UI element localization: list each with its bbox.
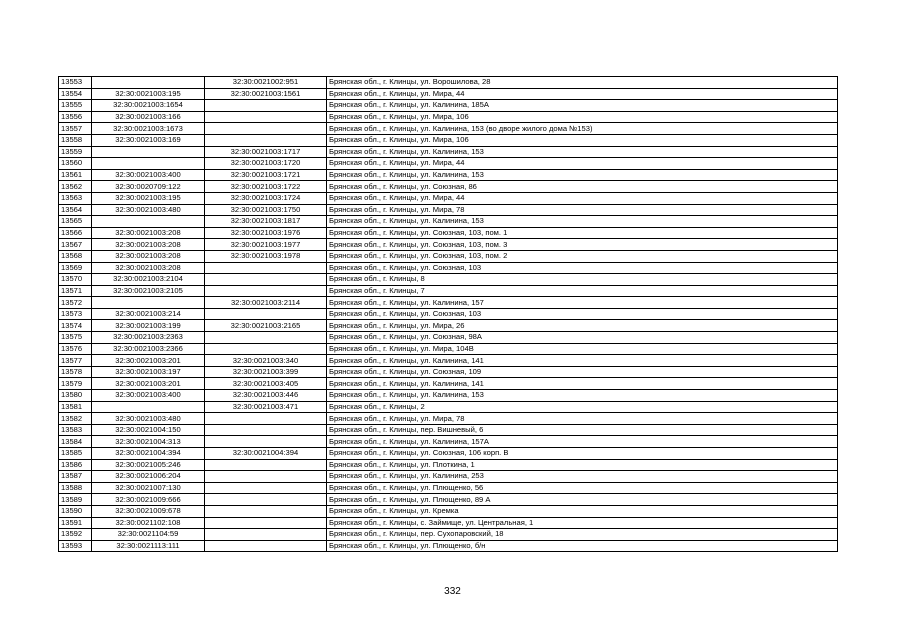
address-cell: Брянская обл., г. Клинцы, ул. Союзная, 103 [327,308,838,320]
row-number-cell: 13591 [59,517,92,529]
building-cadastral-number-cell [205,459,327,471]
cadastral-number-cell: 32:30:0021003:214 [92,308,205,320]
address-cell: Брянская обл., г. Клинцы, ул. Союзная, 103, пом. 3 [327,239,838,251]
address-cell: Брянская обл., г. Клинцы, пер. Вишневый, 6 [327,424,838,436]
row-number-cell: 13592 [59,529,92,541]
building-cadastral-number-cell [205,262,327,274]
row-number-cell: 13578 [59,366,92,378]
address-cell: Брянская обл., г. Клинцы, ул. Калинина, 153 [327,146,838,158]
cadastral-number-cell: 32:30:0021113:111 [92,540,205,552]
table-row [59,146,838,158]
row-number-cell: 13593 [59,540,92,552]
address-cell: Брянская обл., г. Клинцы, ул. Союзная, 106 корп. В [327,448,838,460]
row-number-cell: 13565 [59,216,92,228]
address-cell: Брянская обл., г. Клинцы, 7 [327,285,838,297]
building-cadastral-number-cell [205,100,327,112]
table-row [59,111,838,123]
building-cadastral-number-cell [205,494,327,506]
address-cell: Брянская обл., г. Клинцы, 8 [327,274,838,286]
row-number-cell: 13561 [59,169,92,181]
building-cadastral-number-cell: 32:30:0021003:1978 [205,250,327,262]
row-number-cell: 13569 [59,262,92,274]
table-row [59,123,838,135]
address-cell: Брянская обл., г. Клинцы, ул. Плоткина, 1 [327,459,838,471]
cadastral-number-cell: 32:30:0021003:1673 [92,123,205,135]
building-cadastral-number-cell: 32:30:0021003:1977 [205,239,327,251]
cadastral-number-cell: 32:30:0021003:2104 [92,274,205,286]
cadastral-number-cell: 32:30:0021003:201 [92,355,205,367]
table-row [59,505,838,517]
cadastral-number-cell: 32:30:0021009:666 [92,494,205,506]
address-cell: Брянская обл., г. Клинцы, ул. Плющенко, 89 А [327,494,838,506]
cadastral-number-cell: 32:30:0021102:108 [92,517,205,529]
row-number-cell: 13555 [59,100,92,112]
building-cadastral-number-cell [205,505,327,517]
row-number-cell: 13575 [59,332,92,344]
building-cadastral-number-cell [205,517,327,529]
building-cadastral-number-cell [205,123,327,135]
cadastral-number-cell: 32:30:0021003:480 [92,204,205,216]
cadastral-number-cell: 32:30:0021004:150 [92,424,205,436]
table-row [59,320,838,332]
address-cell: Брянская обл., г. Клинцы, с. Займище, ул. Центральная, 1 [327,517,838,529]
row-number-cell: 13582 [59,413,92,425]
address-cell: Брянская обл., г. Клинцы, ул. Союзная, 86 [327,181,838,193]
address-cell: Брянская обл., г. Клинцы, ул. Калинина, 157 [327,297,838,309]
row-number-cell: 13584 [59,436,92,448]
address-cell: Брянская обл., г. Клинцы, ул. Калинина, 153 [327,390,838,402]
building-cadastral-number-cell: 32:30:0021003:1724 [205,192,327,204]
address-cell: Брянская обл., г. Клинцы, ул. Мира, 106 [327,134,838,146]
cadastral-number-cell [92,297,205,309]
table-row [59,482,838,494]
row-number-cell: 13562 [59,181,92,193]
row-number-cell: 13587 [59,471,92,483]
address-cell: Брянская обл., г. Клинцы, ул. Калинина, 141 [327,355,838,367]
row-number-cell: 13560 [59,158,92,170]
building-cadastral-number-cell: 32:30:0021003:340 [205,355,327,367]
cadastral-number-cell: 32:30:0021003:480 [92,413,205,425]
table-row [59,250,838,262]
building-cadastral-number-cell [205,471,327,483]
address-cell: Брянская обл., г. Клинцы, 2 [327,401,838,413]
row-number-cell: 13568 [59,250,92,262]
address-cell: Брянская обл., г. Клинцы, ул. Союзная, 109 [327,366,838,378]
cadastral-number-cell: 32:30:0021003:169 [92,134,205,146]
cadastral-number-cell: 32:30:0021003:208 [92,250,205,262]
table-row [59,540,838,552]
table-row [59,529,838,541]
registry-table [58,76,838,552]
table-row [59,401,838,413]
cadastral-number-cell: 32:30:0021005:246 [92,459,205,471]
building-cadastral-number-cell [205,424,327,436]
table-row [59,216,838,228]
row-number-cell: 13580 [59,390,92,402]
cadastral-number-cell [92,158,205,170]
building-cadastral-number-cell: 32:30:0021003:1717 [205,146,327,158]
building-cadastral-number-cell [205,413,327,425]
address-cell: Брянская обл., г. Клинцы, ул. Мира, 44 [327,88,838,100]
table-row [59,158,838,170]
address-cell: Брянская обл., г. Клинцы, ул. Мира, 104В [327,343,838,355]
cadastral-number-cell: 32:30:0021003:2105 [92,285,205,297]
cadastral-number-cell: 32:30:0020709:122 [92,181,205,193]
building-cadastral-number-cell [205,436,327,448]
row-number-cell: 13571 [59,285,92,297]
building-cadastral-number-cell [205,111,327,123]
address-cell: Брянская обл., г. Клинцы, ул. Союзная, 98А [327,332,838,344]
cadastral-number-cell: 32:30:0021003:195 [92,192,205,204]
building-cadastral-number-cell [205,134,327,146]
cadastral-number-cell: 32:30:0021003:2366 [92,343,205,355]
building-cadastral-number-cell: 32:30:0021003:1817 [205,216,327,228]
row-number-cell: 13588 [59,482,92,494]
address-cell: Брянская обл., г. Клинцы, ул. Ворошилова, 28 [327,77,838,89]
row-number-cell: 13570 [59,274,92,286]
cadastral-number-cell [92,216,205,228]
cadastral-number-cell: 32:30:0021004:394 [92,448,205,460]
table-row [59,355,838,367]
building-cadastral-number-cell: 32:30:0021003:405 [205,378,327,390]
address-cell: Брянская обл., г. Клинцы, ул. Плющенко, 56 [327,482,838,494]
address-cell: Брянская обл., г. Клинцы, ул. Союзная, 103 [327,262,838,274]
building-cadastral-number-cell: 32:30:0021003:1750 [205,204,327,216]
registry-table-body [59,77,838,552]
building-cadastral-number-cell [205,529,327,541]
address-cell: Брянская обл., г. Клинцы, ул. Калинина, 153 [327,216,838,228]
address-cell: Брянская обл., г. Клинцы, ул. Калинина, 253 [327,471,838,483]
table-row [59,390,838,402]
building-cadastral-number-cell: 32:30:0021003:1721 [205,169,327,181]
row-number-cell: 13557 [59,123,92,135]
table-row [59,297,838,309]
table-row [59,262,838,274]
address-cell: Брянская обл., г. Клинцы, ул. Мира, 44 [327,158,838,170]
cadastral-number-cell: 32:30:0021003:1654 [92,100,205,112]
cadastral-number-cell: 32:30:0021003:400 [92,169,205,181]
cadastral-number-cell: 32:30:0021003:195 [92,88,205,100]
cadastral-number-cell: 32:30:0021003:208 [92,227,205,239]
cadastral-number-cell [92,401,205,413]
row-number-cell: 13583 [59,424,92,436]
cadastral-number-cell [92,146,205,158]
row-number-cell: 13566 [59,227,92,239]
cadastral-number-cell: 32:30:0021009:678 [92,505,205,517]
address-cell: Брянская обл., г. Клинцы, ул. Мира, 78 [327,413,838,425]
table-row [59,239,838,251]
table-row [59,204,838,216]
address-cell: Брянская обл., г. Клинцы, ул. Калинина, 185А [327,100,838,112]
cadastral-number-cell: 32:30:0021003:2363 [92,332,205,344]
table-row [59,332,838,344]
table-row [59,378,838,390]
table-row [59,134,838,146]
address-cell: Брянская обл., г. Клинцы, ул. Кремка [327,505,838,517]
address-cell: Брянская обл., г. Клинцы, ул. Калинина, 153 [327,169,838,181]
row-number-cell: 13576 [59,343,92,355]
table-row [59,274,838,286]
row-number-cell: 13579 [59,378,92,390]
cadastral-number-cell: 32:30:0021003:166 [92,111,205,123]
row-number-cell: 13554 [59,88,92,100]
table-row [59,343,838,355]
row-number-cell: 13556 [59,111,92,123]
table-row [59,100,838,112]
building-cadastral-number-cell: 32:30:0021003:1561 [205,88,327,100]
address-cell: Брянская обл., г. Клинцы, ул. Мира, 26 [327,320,838,332]
cadastral-number-cell: 32:30:0021003:197 [92,366,205,378]
cadastral-number-cell: 32:30:0021003:208 [92,262,205,274]
table-row [59,227,838,239]
building-cadastral-number-cell: 32:30:0021002:951 [205,77,327,89]
address-cell: Брянская обл., г. Клинцы, ул. Плющенко, б/н [327,540,838,552]
address-cell: Брянская обл., г. Клинцы, ул. Мира, 106 [327,111,838,123]
address-cell: Брянская обл., г. Клинцы, ул. Союзная, 103, пом. 1 [327,227,838,239]
building-cadastral-number-cell [205,285,327,297]
table-row [59,88,838,100]
building-cadastral-number-cell [205,274,327,286]
address-cell: Брянская обл., г. Клинцы, пер. Сухопаровский, 18 [327,529,838,541]
table-row [59,459,838,471]
address-cell: Брянская обл., г. Клинцы, ул. Мира, 44 [327,192,838,204]
cadastral-number-cell: 32:30:0021104:59 [92,529,205,541]
page-number: 332 [444,586,461,597]
row-number-cell: 13589 [59,494,92,506]
row-number-cell: 13590 [59,505,92,517]
cadastral-number-cell [92,77,205,89]
building-cadastral-number-cell: 32:30:0021003:446 [205,390,327,402]
table-row [59,424,838,436]
row-number-cell: 13573 [59,308,92,320]
building-cadastral-number-cell: 32:30:0021003:471 [205,401,327,413]
cadastral-number-cell: 32:30:0021003:199 [92,320,205,332]
address-cell: Брянская обл., г. Клинцы, ул. Калинина, 153 (во дворе жилого дома №153) [327,123,838,135]
building-cadastral-number-cell: 32:30:0021003:399 [205,366,327,378]
building-cadastral-number-cell [205,343,327,355]
table-row [59,366,838,378]
row-number-cell: 13577 [59,355,92,367]
table-row [59,285,838,297]
cadastral-number-cell: 32:30:0021006:204 [92,471,205,483]
cadastral-number-cell: 32:30:0021003:201 [92,378,205,390]
table-row [59,413,838,425]
row-number-cell: 13564 [59,204,92,216]
building-cadastral-number-cell [205,332,327,344]
building-cadastral-number-cell: 32:30:0021003:2165 [205,320,327,332]
building-cadastral-number-cell [205,482,327,494]
row-number-cell: 13558 [59,134,92,146]
cadastral-number-cell: 32:30:0021007:130 [92,482,205,494]
address-cell: Брянская обл., г. Клинцы, ул. Калинина, 141 [327,378,838,390]
row-number-cell: 13559 [59,146,92,158]
cadastral-number-cell: 32:30:0021003:208 [92,239,205,251]
building-cadastral-number-cell: 32:30:0021004:394 [205,448,327,460]
row-number-cell: 13563 [59,192,92,204]
cadastral-number-cell: 32:30:0021004:313 [92,436,205,448]
row-number-cell: 13586 [59,459,92,471]
table-row [59,494,838,506]
table-row [59,181,838,193]
row-number-cell: 13572 [59,297,92,309]
table-row [59,169,838,181]
building-cadastral-number-cell: 32:30:0021003:1722 [205,181,327,193]
row-number-cell: 13553 [59,77,92,89]
table-row [59,192,838,204]
cadastral-number-cell: 32:30:0021003:400 [92,390,205,402]
building-cadastral-number-cell [205,540,327,552]
table-row [59,471,838,483]
row-number-cell: 13574 [59,320,92,332]
row-number-cell: 13581 [59,401,92,413]
building-cadastral-number-cell: 32:30:0021003:2114 [205,297,327,309]
address-cell: Брянская обл., г. Клинцы, ул. Калинина, 157А [327,436,838,448]
building-cadastral-number-cell: 32:30:0021003:1720 [205,158,327,170]
row-number-cell: 13567 [59,239,92,251]
table-row [59,517,838,529]
building-cadastral-number-cell: 32:30:0021003:1976 [205,227,327,239]
table-row [59,436,838,448]
table-row [59,448,838,460]
address-cell: Брянская обл., г. Клинцы, ул. Мира, 78 [327,204,838,216]
table-row [59,77,838,89]
row-number-cell: 13585 [59,448,92,460]
table-row [59,308,838,320]
address-cell: Брянская обл., г. Клинцы, ул. Союзная, 103, пом. 2 [327,250,838,262]
building-cadastral-number-cell [205,308,327,320]
